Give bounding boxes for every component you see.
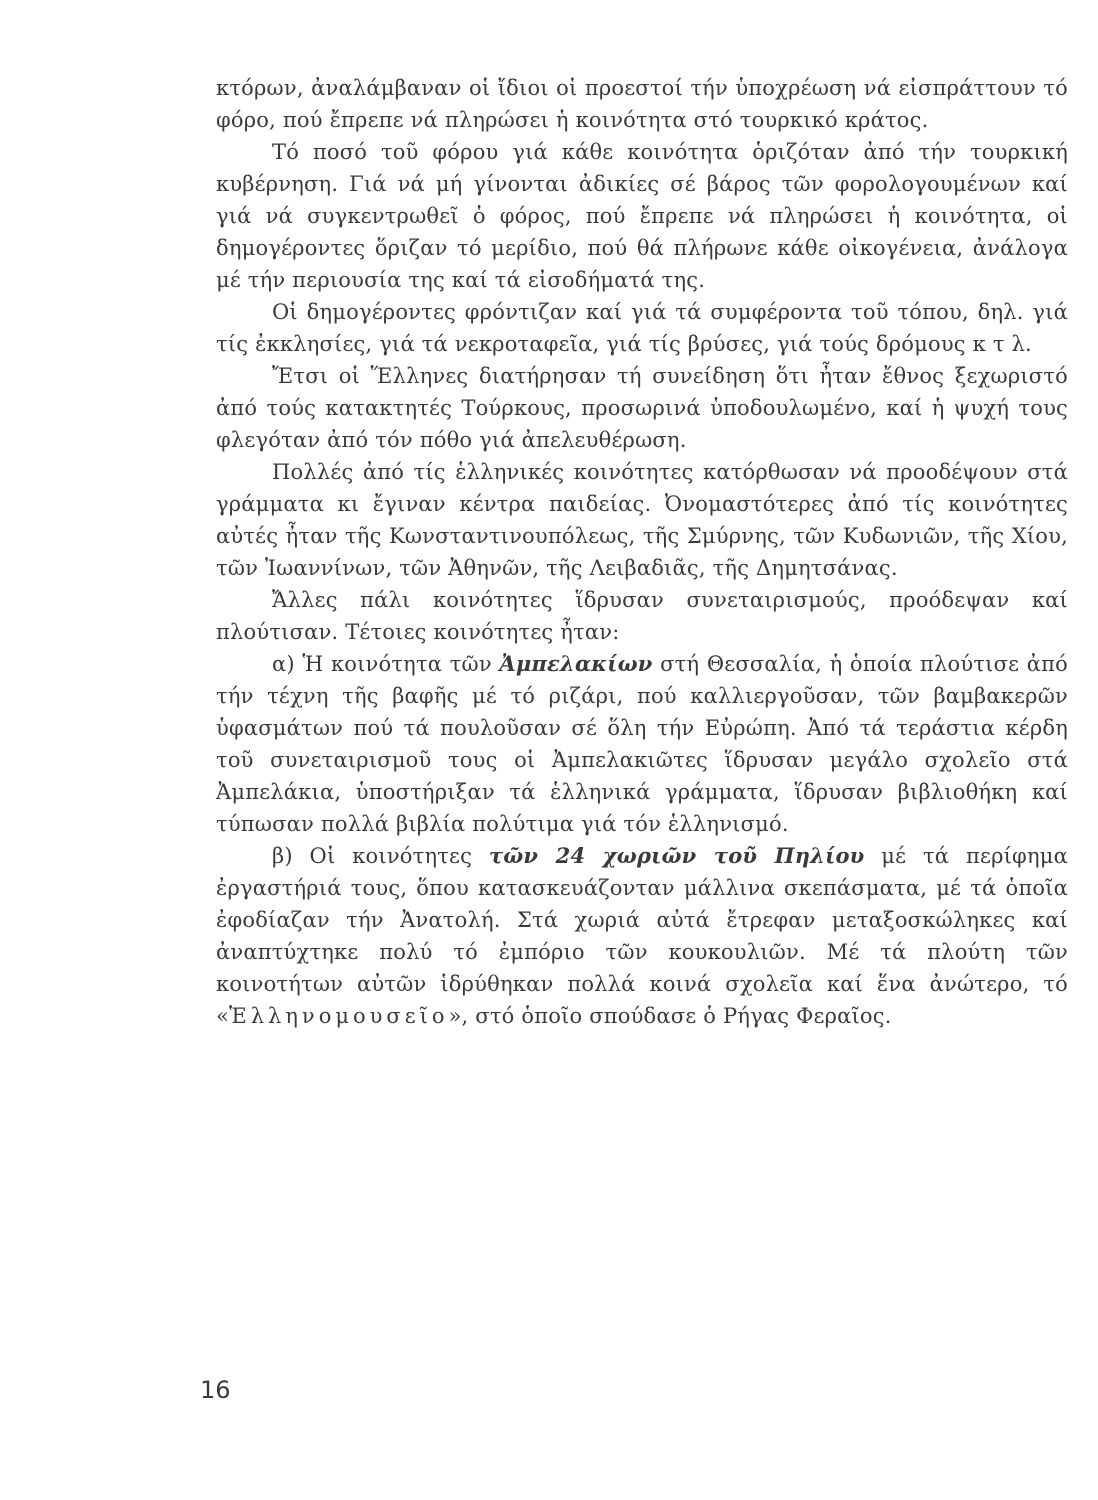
- paragraph-ampelakia: [216, 648, 1068, 840]
- paragraph-1: [216, 72, 1068, 136]
- page-number: 16: [200, 1376, 231, 1404]
- page-text-body: [216, 72, 1068, 1032]
- paragraph-3: [216, 296, 1068, 360]
- paragraph-2-text: Τό ποσό τοῦ φόρου γιά κάθε κοινότητα ὁριζόταν ἀπό τήν τουρκική κυβέρνηση. Γιά νά μή γίνονται ἀδικίες σέ βάρος τῶν φορολογουμένων καί γιά νά συγκεντρωθεῖ ὁ φόρος, πού ἔπρεπε νά πληρώσει ἡ κοινότητα, οἱ δημογέροντες ὅριζαν τό μερίδιο, πού θά πλήρωνε κάθε οἰκογένεια, ἀνάλογα μέ τήν περιουσία της καί τά εἰσοδήματά της.: [216, 140, 1068, 292]
- spaced-ellinomouseio: Ἑλληνομουσεῖο: [229, 1004, 449, 1028]
- emphasis-pelion-villages: τῶν 24 χωριῶν τοῦ Πηλίου: [488, 843, 865, 868]
- emphasis-ampelakia: Ἀμπελακίων: [499, 651, 653, 676]
- paragraph-ampelakia-text-a: α) Ἡ κοινότητα τῶν: [272, 652, 500, 676]
- paragraph-5: [216, 456, 1068, 584]
- paragraph-3-text: Οἱ δημογέροντες φρόντιζαν καί γιά τά συμφέροντα τοῦ τόπου, δηλ. γιά τίς ἐκκλησίες, γιά τά νεκροταφεῖα, γιά τίς βρύσες, γιά τούς δρόμους κ τ λ.: [216, 300, 1068, 356]
- paragraph-ampelakia-text-b: στή Θεσσαλία, ἡ ὁποία πλούτισε ἀπό τήν τέχνη τῆς βαφῆς μέ τό ριζάρι, πού καλλιεργοῦσαν, τῶν βαμβακερῶν ὑφασμάτων πού τά πουλοῦσαν σέ ὅλη τήν Εὐρώπη. Ἀπό τά τεράστια κέρδη τοῦ συνεταιρισμοῦ τους οἱ Ἀμπελακιῶτες ἵδρυσαν μεγάλο σχολεῖο στά Ἀμπελάκια, ὑποστήριξαν τά ἑλληνικά γράμματα, ἵδρυσαν βιβλιοθήκη καί τύπωσαν πολλά βιβλία πολύτιμα γιά τόν ἑλληνισμό.: [216, 652, 1068, 836]
- paragraph-pelion-text-a: β) Οἱ κοινότητες: [272, 844, 489, 868]
- paragraph-pelion-text-b: μέ τά περίφημα ἐργαστήριά τους, ὅπου κατασκευάζονταν μάλλινα σκεπάσματα, μέ τά ὁποῖα ἐφοδίαζαν τήν Ἀνατολή. Στά χωριά αὐτά ἔτρεφαν μεταξοσκώληκες καί ἀναπτύχτηκε πολύ τό ἐμπόριο τῶν κουκουλιῶν. Μέ τά πλούτη τῶν κοινοτήτων αὐτῶν ἱδρύθηκαν πολλά κοινά σχολεῖα καί ἕνα ἀνώτερο, τό «: [216, 844, 1068, 1028]
- paragraph-4: [216, 360, 1068, 456]
- paragraph-4-text: Ἔτσι οἱ Ἕλληνες διατήρησαν τή συνείδηση ὅτι ἦταν ἔθνος ξεχωριστό ἀπό τούς κατακτητές Τούρκους, προσωρινά ὑποδουλωμένο, καί ἡ ψυχή τους φλεγόταν ἀπό τόν πόθο γιά ἀπελευθέρωση.: [216, 364, 1068, 452]
- paragraph-5-text: Πολλές ἀπό τίς ἑλληνικές κοινότητες κατόρθωσαν νά προοδέψουν στά γράμματα κι ἔγιναν κέντρα παιδείας. Ὀνομαστότερες ἀπό τίς κοινότητες αὐτές ἦταν τῆς Κωνσταντινουπόλεως, τῆς Σμύρνης, τῶν Κυδωνιῶν, τῆς Χίου, τῶν Ἰωαννίνων, τῶν Ἀθηνῶν, τῆς Λειβαδιᾶς, τῆς Δημητσάνας.: [216, 460, 1068, 580]
- paragraph-pelion-text-c: », στό ὁποῖο σπούδασε ὁ Ρήγας Φεραῖος.: [448, 1004, 892, 1028]
- paragraph-2: [216, 136, 1068, 296]
- paragraph-6-text: Ἄλλες πάλι κοινότητες ἵδρυσαν συνεταιρισμούς, προόδεψαν καί πλούτισαν. Τέτοιες κοινότητες ἦταν:: [216, 588, 1068, 644]
- paragraph-6: [216, 584, 1068, 648]
- paragraph-pelion: [216, 840, 1068, 1032]
- paragraph-1-text: κτόρων, ἀναλάμβαναν οἱ ἴδιοι οἱ προεστοί τήν ὑποχρέωση νά εἰσπράττουν τό φόρο, πού ἔπρεπε νά πληρώσει ἡ κοινότητα στό τουρκικό κράτος.: [216, 76, 1068, 132]
